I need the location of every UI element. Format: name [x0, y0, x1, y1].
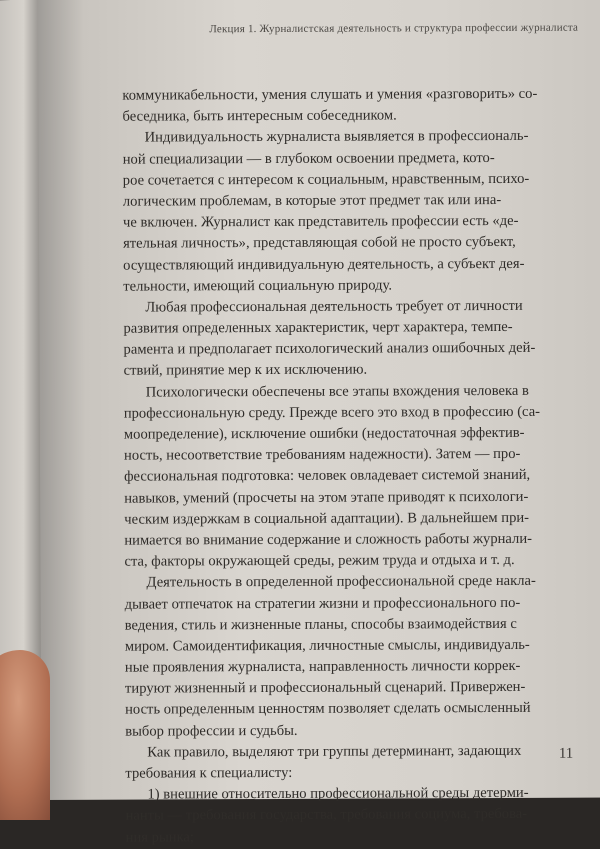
text-line: Индивидуальность журналиста выявляется в профессиональ- [144, 128, 529, 146]
text-line: ния рынка; [125, 828, 194, 846]
text-line: тируют жизненный и профессиональный сценарий. Привержен- [124, 679, 526, 697]
text-line: логическим проблемам, в которые этот предмет так или ина- [122, 191, 502, 210]
text-line: осуществляющий индивидуальную деятельность, а субъект дея- [123, 255, 525, 274]
left-fragment [0, 316, 10, 339]
left-fragment [0, 162, 10, 185]
text-line: ные проявления журналиста, направленность личности коррек- [124, 657, 521, 676]
text-line: ствий, принятие мер к их исключению. [123, 362, 368, 380]
text-line: рое сочетается с интересом к социальным, нравственным, психо- [122, 170, 530, 189]
left-fragment [0, 250, 10, 273]
text-line: навыков, умений (просчеты на этом этапе приводят к психологи- [124, 488, 529, 507]
text-line: че включен. Журналист как представитель профессии есть «де- [122, 213, 519, 231]
text-line: развития определенных характеристик, черт характера, темпе- [123, 318, 513, 337]
text-line: миром. Самоидентификация, личностные смыслы, индивидуаль- [124, 636, 530, 655]
text-line: фессиональная подготовка: человек овладевает системой знаний, [124, 467, 531, 486]
text-line: ность определенным ценностям позволяет сделать осмысленный [125, 700, 531, 719]
page-number: 11 [558, 745, 574, 762]
body-text [122, 84, 580, 849]
text-line: 1) внешние относительно профессиональной среды детерми- [147, 785, 529, 803]
text-line: ста, факторы окружающей среды, режим труда и отдыха и т. д. [124, 552, 515, 570]
text-line: ность, несоответствие требованиям надежности). Затем — про- [123, 446, 521, 464]
text-line: дывает отпечаток на стратегии жизни и профессионального по- [124, 594, 521, 613]
thumb [0, 650, 50, 820]
text-line: Как правило, выделяют три группы детерминант, задающих [147, 742, 522, 761]
left-fragment [0, 294, 10, 317]
left-page-text-fragments [0, 140, 10, 427]
left-fragment [0, 360, 10, 383]
text-line: нимается во внимание содержание и сложность работы журнали- [124, 530, 533, 549]
text-line: Любая профессиональная деятельность требует от личности [145, 297, 523, 316]
book-page [38, 0, 600, 846]
text-line: ной специализации — в глубоком освоении предмета, кото- [122, 149, 495, 168]
text-line: Психологически обеспечены все этапы вхождения человека в [145, 382, 529, 401]
left-fragment [0, 272, 10, 295]
text-line: профессиональную среду. Прежде всего это вход в профессию (са- [123, 403, 541, 422]
text-line: требования к специалисту: [125, 764, 293, 782]
text-line: моопределение), исключение ошибки (недостаточная эффектив- [123, 424, 525, 443]
left-fragment [0, 228, 10, 251]
text-line: выбор профессии и судьбы. [125, 722, 298, 740]
left-fragment [0, 184, 10, 207]
left-fragment [0, 140, 10, 163]
left-fragment [0, 404, 10, 427]
text-line: ведения, стиль и жизненные планы, способы взаимодействия с [124, 615, 517, 634]
running-head: Лекция 1. Журналистская деятельность и структура профессии журналиста [209, 21, 579, 36]
text-line: ятельная личность», представляющая собой не просто субъект, [123, 234, 516, 252]
text-line: Деятельность в определенной профессиональной среде накла- [146, 573, 536, 591]
text-line: нанты — требования государства, требования социума, требова- [125, 806, 528, 825]
left-fragment [0, 206, 10, 229]
text-line: рамента и предполагает психологический анализ ошибочных дей- [123, 340, 536, 358]
left-fragment [0, 382, 10, 405]
text-line: тельности, имеющий социальную природу. [123, 277, 393, 295]
text-line: ческим издержкам в социальной адаптации). В дальнейшем при- [124, 509, 530, 528]
text-line: беседника, быть интересным собеседником. [122, 107, 397, 125]
text-line: коммуникабельности, умения слушать и умения «разговорить» со- [122, 85, 538, 104]
left-fragment [0, 338, 10, 361]
